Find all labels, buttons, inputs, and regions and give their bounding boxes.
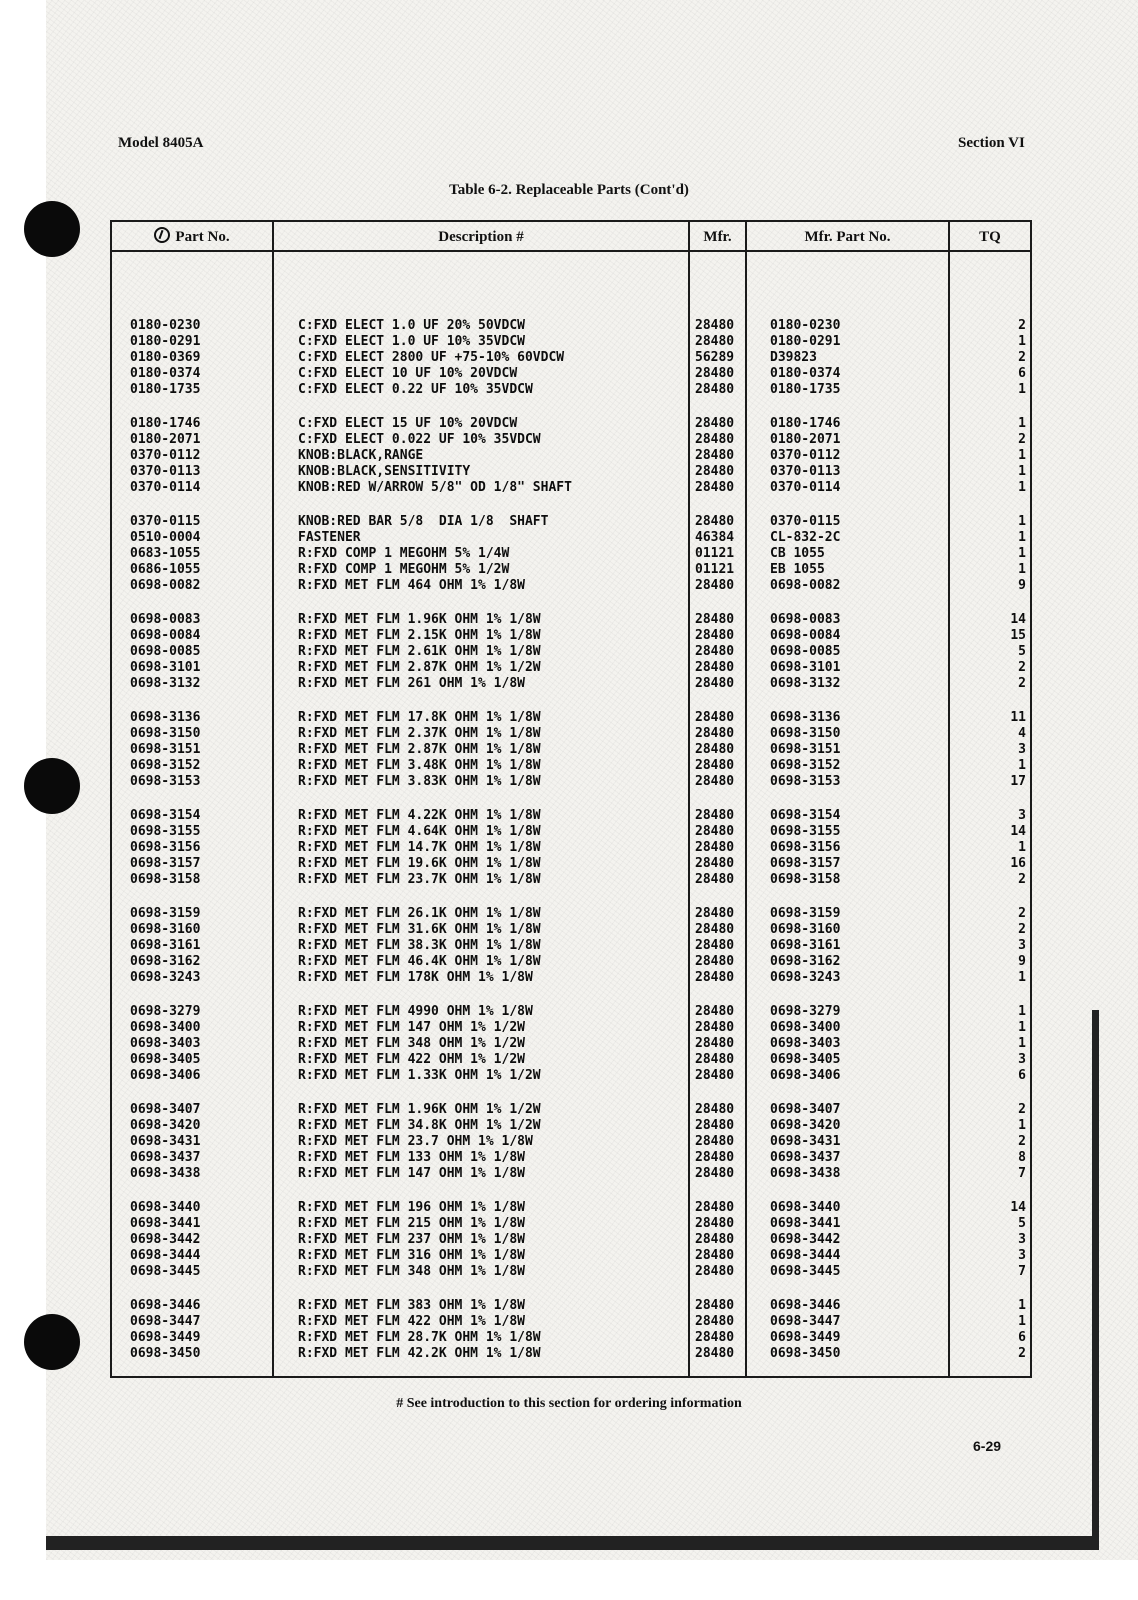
mfr-cell: 28480 [695, 1150, 735, 1165]
part-no-cell: 0698-3153 [130, 774, 201, 789]
description-cell: R:FXD MET FLM 19.6K OHM 1% 1/8W [298, 856, 541, 871]
mfr-cell: 28480 [695, 824, 735, 839]
mfr-part-no-cell: 0698-3406 [770, 1068, 841, 1083]
part-no-cell: 0698-3152 [130, 758, 201, 773]
part-no-cell: 0698-3155 [130, 824, 201, 839]
mfr-part-no-cell: 0180-0374 [770, 366, 841, 381]
tq-cell: 1 [1018, 334, 1026, 349]
part-no-cell: 0698-3132 [130, 676, 201, 691]
col-divider-4 [948, 220, 950, 1378]
part-no-cell: 0698-3136 [130, 710, 201, 725]
tq-cell: 2 [1018, 432, 1026, 447]
mfr-cell: 28480 [695, 1004, 735, 1019]
tq-cell: 1 [1018, 546, 1026, 561]
description-cell: R:FXD MET FLM 2.87K OHM 1% 1/2W [298, 660, 541, 675]
mfr-part-no-cell: CB 1055 [770, 546, 825, 561]
mfr-part-no-cell: 0698-3161 [770, 938, 841, 953]
tq-cell: 1 [1018, 1118, 1026, 1133]
mfr-part-no-cell: 0698-3445 [770, 1264, 841, 1279]
description-cell: R:FXD MET FLM 422 OHM 1% 1/8W [298, 1314, 525, 1329]
mfr-part-no-cell: 0698-3437 [770, 1150, 841, 1165]
part-no-cell: 0370-0113 [130, 464, 201, 479]
description-cell: R:FXD MET FLM 178K OHM 1% 1/8W [298, 970, 533, 985]
mfr-cell: 28480 [695, 660, 735, 675]
mfr-cell: 28480 [695, 448, 735, 463]
tq-cell: 1 [1018, 382, 1026, 397]
tq-cell: 2 [1018, 1102, 1026, 1117]
mfr-cell: 28480 [695, 872, 735, 887]
description-cell: R:FXD MET FLM 2.87K OHM 1% 1/8W [298, 742, 541, 757]
part-no-cell: 0698-3150 [130, 726, 201, 741]
mfr-part-no-cell: 0698-3155 [770, 824, 841, 839]
col-divider-2 [688, 220, 690, 1378]
model-label: Model 8405A [118, 135, 204, 151]
col-header-part-no: Part No. [112, 226, 272, 248]
description-cell: R:FXD MET FLM 1.33K OHM 1% 1/2W [298, 1068, 541, 1083]
mfr-part-no-cell: 0698-3405 [770, 1052, 841, 1067]
mfr-cell: 28480 [695, 808, 735, 823]
mfr-cell: 28480 [695, 726, 735, 741]
tq-cell: 6 [1018, 366, 1026, 381]
description-cell: R:FXD MET FLM 422 OHM 1% 1/2W [298, 1052, 525, 1067]
part-no-cell: 0698-3420 [130, 1118, 201, 1133]
description-cell: R:FXD MET FLM 133 OHM 1% 1/8W [298, 1150, 525, 1165]
mfr-part-no-cell: 0698-3136 [770, 710, 841, 725]
description-cell: C:FXD ELECT 0.022 UF 10% 35VDCW [298, 432, 541, 447]
tq-cell: 3 [1018, 808, 1026, 823]
part-no-cell: 0698-3161 [130, 938, 201, 953]
mfr-cell: 28480 [695, 856, 735, 871]
tq-cell: 1 [1018, 840, 1026, 855]
mfr-part-no-cell: CL-832-2C [770, 530, 841, 545]
mfr-part-no-cell: 0698-3159 [770, 906, 841, 921]
mfr-part-no-cell: 0698-3440 [770, 1200, 841, 1215]
tq-cell: 2 [1018, 1346, 1026, 1361]
mfr-cell: 28480 [695, 1314, 735, 1329]
mfr-part-no-cell: 0698-3450 [770, 1346, 841, 1361]
mfr-cell: 28480 [695, 1346, 735, 1361]
mfr-cell: 28480 [695, 1020, 735, 1035]
description-cell: KNOB:BLACK,SENSITIVITY [298, 464, 471, 479]
mfr-part-no-cell: 0180-2071 [770, 432, 841, 447]
part-no-cell: 0698-3243 [130, 970, 201, 985]
mfr-part-no-cell: 0698-3446 [770, 1298, 841, 1313]
tq-cell: 2 [1018, 676, 1026, 691]
description-cell: C:FXD ELECT 1.0 UF 10% 35VDCW [298, 334, 525, 349]
part-no-cell: 0698-3156 [130, 840, 201, 855]
footnote: # See introduction to this section for ordering information [396, 1396, 742, 1411]
description-cell: R:FXD MET FLM 4.64K OHM 1% 1/8W [298, 824, 541, 839]
description-cell: C:FXD ELECT 15 UF 10% 20VDCW [298, 416, 518, 431]
mfr-cell: 28480 [695, 514, 735, 529]
part-no-cell: 0698-3400 [130, 1020, 201, 1035]
part-no-cell: 0180-1746 [130, 416, 201, 431]
part-no-cell: 0698-3158 [130, 872, 201, 887]
part-no-cell: 0698-3442 [130, 1232, 201, 1247]
mfr-part-no-cell: 0698-3150 [770, 726, 841, 741]
description-cell: KNOB:RED W/ARROW 5/8" OD 1/8" SHAFT [298, 480, 572, 495]
tq-cell: 4 [1018, 726, 1026, 741]
part-no-cell: 0698-3101 [130, 660, 201, 675]
tq-cell: 2 [1018, 318, 1026, 333]
mfr-cell: 28480 [695, 1216, 735, 1231]
mfr-cell: 28480 [695, 1036, 735, 1051]
mfr-cell: 28480 [695, 840, 735, 855]
part-no-cell: 0698-3431 [130, 1134, 201, 1149]
mfr-cell: 28480 [695, 1298, 735, 1313]
tq-cell: 1 [1018, 1020, 1026, 1035]
mfr-cell: 01121 [695, 546, 735, 561]
tq-cell: 1 [1018, 1298, 1026, 1313]
tq-cell: 1 [1018, 970, 1026, 985]
mfr-cell: 28480 [695, 954, 735, 969]
part-no-cell: 0698-3438 [130, 1166, 201, 1181]
part-no-cell: 0180-2071 [130, 432, 201, 447]
tq-cell: 2 [1018, 872, 1026, 887]
part-no-cell: 0370-0115 [130, 514, 201, 529]
part-no-cell: 0698-3446 [130, 1298, 201, 1313]
mfr-part-no-cell: 0370-0115 [770, 514, 841, 529]
tq-cell: 2 [1018, 906, 1026, 921]
description-cell: R:FXD MET FLM 261 OHM 1% 1/8W [298, 676, 525, 691]
mfr-cell: 28480 [695, 1068, 735, 1083]
tq-cell: 3 [1018, 938, 1026, 953]
description-cell: R:FXD MET FLM 34.8K OHM 1% 1/2W [298, 1118, 541, 1133]
col-divider-1 [272, 220, 274, 1378]
tq-cell: 11 [1010, 710, 1026, 725]
mfr-cell: 28480 [695, 318, 735, 333]
part-no-cell: 0180-0291 [130, 334, 201, 349]
mfr-part-no-cell: 0698-3441 [770, 1216, 841, 1231]
mfr-part-no-cell: 0180-0291 [770, 334, 841, 349]
mfr-part-no-cell: 0698-3431 [770, 1134, 841, 1149]
part-no-cell: 0180-0369 [130, 350, 201, 365]
header-divider [110, 250, 1032, 252]
tq-cell: 3 [1018, 1232, 1026, 1247]
mfr-part-no-cell: EB 1055 [770, 562, 825, 577]
part-no-cell: 0698-3160 [130, 922, 201, 937]
tq-cell: 2 [1018, 922, 1026, 937]
part-no-cell: 0698-0083 [130, 612, 201, 627]
description-cell: R:FXD MET FLM 17.8K OHM 1% 1/8W [298, 710, 541, 725]
description-cell: R:FXD MET FLM 23.7 OHM 1% 1/8W [298, 1134, 533, 1149]
mfr-part-no-cell: 0698-3449 [770, 1330, 841, 1345]
mfr-cell: 28480 [695, 1248, 735, 1263]
mfr-part-no-cell: 0698-3447 [770, 1314, 841, 1329]
tq-cell: 8 [1018, 1150, 1026, 1165]
mfr-cell: 28480 [695, 416, 735, 431]
part-no-cell: 0683-1055 [130, 546, 201, 561]
mfr-cell: 28480 [695, 612, 735, 627]
tq-cell: 1 [1018, 448, 1026, 463]
description-cell: R:FXD MET FLM 3.83K OHM 1% 1/8W [298, 774, 541, 789]
description-cell: C:FXD ELECT 10 UF 10% 20VDCW [298, 366, 518, 381]
tq-cell: 1 [1018, 416, 1026, 431]
mfr-part-no-cell: 0698-3132 [770, 676, 841, 691]
description-cell: R:FXD MET FLM 316 OHM 1% 1/8W [298, 1248, 525, 1263]
part-no-cell: 0180-0374 [130, 366, 201, 381]
description-cell: R:FXD MET FLM 2.61K OHM 1% 1/8W [298, 644, 541, 659]
description-cell: R:FXD MET FLM 383 OHM 1% 1/8W [298, 1298, 525, 1313]
mfr-cell: 28480 [695, 1200, 735, 1215]
mfr-cell: 28480 [695, 1052, 735, 1067]
tq-cell: 1 [1018, 758, 1026, 773]
mfr-part-no-cell: 0698-3158 [770, 872, 841, 887]
mfr-cell: 28480 [695, 382, 735, 397]
tq-cell: 17 [1010, 774, 1026, 789]
tq-cell: 1 [1018, 1314, 1026, 1329]
part-no-cell: 0698-3407 [130, 1102, 201, 1117]
part-no-cell: 0180-1735 [130, 382, 201, 397]
mfr-part-no-cell: 0180-1735 [770, 382, 841, 397]
part-no-cell: 0686-1055 [130, 562, 201, 577]
mfr-cell: 28480 [695, 1264, 735, 1279]
tq-cell: 2 [1018, 1134, 1026, 1149]
description-cell: R:FXD MET FLM 38.3K OHM 1% 1/8W [298, 938, 541, 953]
mfr-part-no-cell: 0698-3157 [770, 856, 841, 871]
mfr-cell: 28480 [695, 366, 735, 381]
part-no-cell: 0698-3449 [130, 1330, 201, 1345]
tq-cell: 3 [1018, 742, 1026, 757]
description-cell: R:FXD MET FLM 237 OHM 1% 1/8W [298, 1232, 525, 1247]
description-cell: C:FXD ELECT 2800 UF +75-10% 60VDCW [298, 350, 565, 365]
description-cell: R:FXD MET FLM 1.96K OHM 1% 1/8W [298, 612, 541, 627]
binder-hole-2 [24, 758, 80, 814]
mfr-part-no-cell: 0698-0084 [770, 628, 841, 643]
mfr-part-no-cell: 0698-3160 [770, 922, 841, 937]
description-cell: R:FXD COMP 1 MEGOHM 5% 1/2W [298, 562, 510, 577]
tq-cell: 16 [1010, 856, 1026, 871]
mfr-part-no-cell: 0698-3151 [770, 742, 841, 757]
part-no-cell: 0698-3157 [130, 856, 201, 871]
part-no-cell: 0698-3447 [130, 1314, 201, 1329]
mfr-part-no-cell: 0698-3152 [770, 758, 841, 773]
mfr-cell: 28480 [695, 906, 735, 921]
description-cell: C:FXD ELECT 0.22 UF 10% 35VDCW [298, 382, 533, 397]
tq-cell: 5 [1018, 1216, 1026, 1231]
part-no-cell: 0698-3437 [130, 1150, 201, 1165]
mfr-cell: 28480 [695, 742, 735, 757]
description-cell: R:FXD MET FLM 42.2K OHM 1% 1/8W [298, 1346, 541, 1361]
part-no-cell: 0698-3406 [130, 1068, 201, 1083]
description-cell: R:FXD COMP 1 MEGOHM 5% 1/4W [298, 546, 510, 561]
description-cell: R:FXD MET FLM 23.7K OHM 1% 1/8W [298, 872, 541, 887]
mfr-part-no-cell: 0370-0112 [770, 448, 841, 463]
tq-cell: 7 [1018, 1264, 1026, 1279]
table-title: Table 6-2. Replaceable Parts (Cont'd) [449, 182, 689, 198]
mfr-part-no-cell: 0698-3101 [770, 660, 841, 675]
mfr-cell: 28480 [695, 578, 735, 593]
mfr-cell: 28480 [695, 970, 735, 985]
description-cell: R:FXD MET FLM 348 OHM 1% 1/2W [298, 1036, 525, 1051]
part-no-cell: 0698-3159 [130, 906, 201, 921]
description-cell: R:FXD MET FLM 28.7K OHM 1% 1/8W [298, 1330, 541, 1345]
mfr-part-no-cell: 0180-0230 [770, 318, 841, 333]
description-cell: C:FXD ELECT 1.0 UF 20% 50VDCW [298, 318, 525, 333]
mfr-part-no-cell: 0698-0085 [770, 644, 841, 659]
mfr-part-no-cell: 0698-0082 [770, 578, 841, 593]
description-cell: R:FXD MET FLM 1.96K OHM 1% 1/2W [298, 1102, 541, 1117]
tq-cell: 1 [1018, 1004, 1026, 1019]
description-cell: R:FXD MET FLM 2.37K OHM 1% 1/8W [298, 726, 541, 741]
mfr-cell: 28480 [695, 1118, 735, 1133]
mfr-cell: 28480 [695, 922, 735, 937]
tq-cell: 2 [1018, 660, 1026, 675]
mfr-part-no-cell: 0698-3154 [770, 808, 841, 823]
description-cell: KNOB:BLACK,RANGE [298, 448, 424, 463]
part-no-cell: 0698-3445 [130, 1264, 201, 1279]
binder-hole-3 [24, 1314, 80, 1370]
mfr-cell: 56289 [695, 350, 735, 365]
scan-right-edge [1092, 1010, 1099, 1550]
mfr-cell: 28480 [695, 480, 735, 495]
description-cell: FASTENER [298, 530, 361, 545]
mfr-cell: 28480 [695, 1330, 735, 1345]
tq-cell: 3 [1018, 1052, 1026, 1067]
part-no-cell: 0370-0114 [130, 480, 201, 495]
tq-cell: 1 [1018, 514, 1026, 529]
mfr-part-no-cell: 0698-3156 [770, 840, 841, 855]
section-label: Section VI [958, 135, 1025, 151]
tq-cell: 6 [1018, 1068, 1026, 1083]
description-cell: R:FXD MET FLM 196 OHM 1% 1/8W [298, 1200, 525, 1215]
tq-cell: 9 [1018, 954, 1026, 969]
mfr-cell: 28480 [695, 774, 735, 789]
mfr-cell: 01121 [695, 562, 735, 577]
mfr-part-no-cell: 0698-3153 [770, 774, 841, 789]
mfr-cell: 28480 [695, 758, 735, 773]
mfr-cell: 28480 [695, 710, 735, 725]
mfr-part-no-cell: 0698-0083 [770, 612, 841, 627]
tq-cell: 1 [1018, 464, 1026, 479]
tq-cell: 15 [1010, 628, 1026, 643]
mfr-part-no-cell: 0370-0113 [770, 464, 841, 479]
part-no-cell: 0698-3405 [130, 1052, 201, 1067]
description-cell: R:FXD MET FLM 147 OHM 1% 1/8W [298, 1166, 525, 1181]
mfr-part-no-cell: 0698-3420 [770, 1118, 841, 1133]
mfr-part-no-cell: 0698-3162 [770, 954, 841, 969]
tq-cell: 14 [1010, 824, 1026, 839]
col-header-description: Description # [438, 229, 524, 245]
part-no-cell: 0698-3440 [130, 1200, 201, 1215]
tq-cell: 2 [1018, 350, 1026, 365]
part-no-cell: 0698-3154 [130, 808, 201, 823]
mfr-part-no-cell: D39823 [770, 350, 817, 365]
description-cell: R:FXD MET FLM 4.22K OHM 1% 1/8W [298, 808, 541, 823]
tq-cell: 1 [1018, 530, 1026, 545]
tq-cell: 14 [1010, 1200, 1026, 1215]
mfr-cell: 28480 [695, 676, 735, 691]
description-cell: R:FXD MET FLM 147 OHM 1% 1/2W [298, 1020, 525, 1035]
tq-cell: 1 [1018, 562, 1026, 577]
mfr-part-no-cell: 0698-3403 [770, 1036, 841, 1051]
col-header-mfr: Mfr. [703, 229, 732, 245]
mfr-cell: 46384 [695, 530, 735, 545]
mfr-part-no-cell: 0370-0114 [770, 480, 841, 495]
description-cell: R:FXD MET FLM 348 OHM 1% 1/8W [298, 1264, 525, 1279]
part-no-cell: 0510-0004 [130, 530, 201, 545]
mfr-cell: 28480 [695, 938, 735, 953]
tq-cell: 1 [1018, 480, 1026, 495]
part-no-cell: 0698-3279 [130, 1004, 201, 1019]
description-cell: R:FXD MET FLM 464 OHM 1% 1/8W [298, 578, 525, 593]
description-cell: R:FXD MET FLM 2.15K OHM 1% 1/8W [298, 628, 541, 643]
part-no-cell: 0698-0085 [130, 644, 201, 659]
mfr-part-no-cell: 0698-3243 [770, 970, 841, 985]
part-no-cell: 0698-0084 [130, 628, 201, 643]
description-cell: R:FXD MET FLM 46.4K OHM 1% 1/8W [298, 954, 541, 969]
tq-cell: 14 [1010, 612, 1026, 627]
mfr-cell: 28480 [695, 432, 735, 447]
description-cell: R:FXD MET FLM 31.6K OHM 1% 1/8W [298, 922, 541, 937]
mfr-part-no-cell: 0698-3442 [770, 1232, 841, 1247]
mfr-cell: 28480 [695, 628, 735, 643]
binder-hole-1 [24, 201, 80, 257]
tq-cell: 6 [1018, 1330, 1026, 1345]
mfr-part-no-cell: 0698-3444 [770, 1248, 841, 1263]
part-no-cell: 0698-3162 [130, 954, 201, 969]
description-cell: R:FXD MET FLM 14.7K OHM 1% 1/8W [298, 840, 541, 855]
scan-bottom-edge [46, 1536, 1096, 1550]
col-header-tq: TQ [979, 229, 1001, 245]
hp-logo-icon [154, 227, 170, 243]
mfr-cell: 28480 [695, 1232, 735, 1247]
tq-cell: 7 [1018, 1166, 1026, 1181]
col-header-mfr-part-no: Mfr. Part No. [804, 229, 891, 245]
part-no-cell: 0698-0082 [130, 578, 201, 593]
part-no-cell: 0698-3403 [130, 1036, 201, 1051]
mfr-part-no-cell: 0698-3400 [770, 1020, 841, 1035]
part-no-cell: 0698-3151 [130, 742, 201, 757]
col-divider-3 [745, 220, 747, 1378]
description-cell: R:FXD MET FLM 4990 OHM 1% 1/8W [298, 1004, 533, 1019]
part-no-cell: 0698-3441 [130, 1216, 201, 1231]
part-no-cell: 0370-0112 [130, 448, 201, 463]
mfr-cell: 28480 [695, 1134, 735, 1149]
mfr-part-no-cell: 0698-3279 [770, 1004, 841, 1019]
description-cell: R:FXD MET FLM 215 OHM 1% 1/8W [298, 1216, 525, 1231]
part-no-cell: 0180-0230 [130, 318, 201, 333]
description-cell: KNOB:RED BAR 5/8 DIA 1/8 SHAFT [298, 514, 549, 529]
part-no-cell: 0698-3450 [130, 1346, 201, 1361]
mfr-cell: 28480 [695, 644, 735, 659]
part-no-cell: 0698-3444 [130, 1248, 201, 1263]
tq-cell: 3 [1018, 1248, 1026, 1263]
mfr-part-no-cell: 0180-1746 [770, 416, 841, 431]
mfr-part-no-cell: 0698-3407 [770, 1102, 841, 1117]
mfr-cell: 28480 [695, 1102, 735, 1117]
parts-table [110, 220, 1032, 1378]
tq-cell: 5 [1018, 644, 1026, 659]
tq-cell: 1 [1018, 1036, 1026, 1051]
mfr-cell: 28480 [695, 1166, 735, 1181]
mfr-part-no-cell: 0698-3438 [770, 1166, 841, 1181]
description-cell: R:FXD MET FLM 3.48K OHM 1% 1/8W [298, 758, 541, 773]
page-number: 6-29 [973, 1438, 1002, 1454]
mfr-cell: 28480 [695, 464, 735, 479]
mfr-cell: 28480 [695, 334, 735, 349]
bottom-margin [0, 1560, 1138, 1600]
description-cell: R:FXD MET FLM 26.1K OHM 1% 1/8W [298, 906, 541, 921]
tq-cell: 9 [1018, 578, 1026, 593]
